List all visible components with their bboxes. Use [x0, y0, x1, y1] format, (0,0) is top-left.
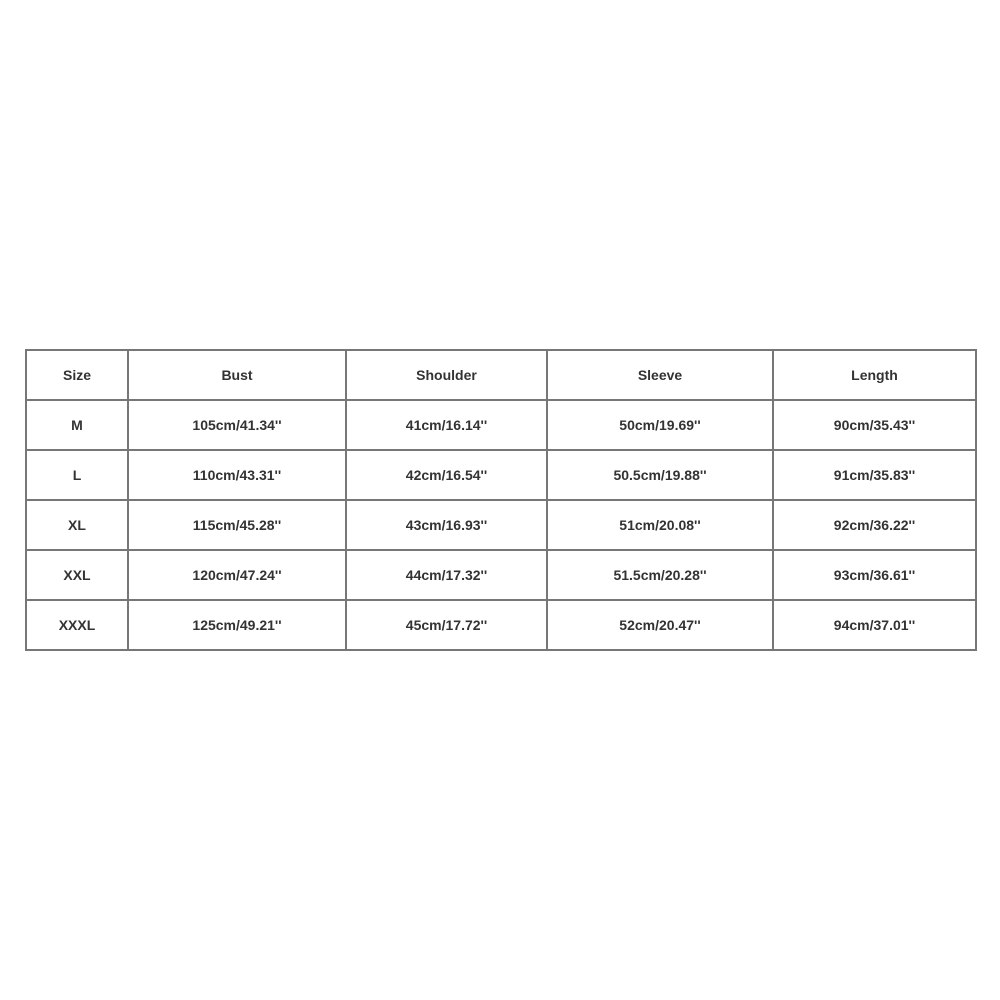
cell-bust: 115cm/45.28''	[128, 500, 346, 550]
table-header-row	[26, 350, 976, 400]
cell-shoulder: 41cm/16.14''	[346, 400, 547, 450]
cell-size: L	[26, 450, 128, 500]
cell-shoulder: 42cm/16.54''	[346, 450, 547, 500]
cell-length: 90cm/35.43''	[773, 400, 976, 450]
cell-shoulder: 45cm/17.72''	[346, 600, 547, 650]
table-row	[26, 550, 976, 600]
cell-sleeve: 52cm/20.47''	[547, 600, 773, 650]
cell-bust: 125cm/49.21''	[128, 600, 346, 650]
cell-size: XXXL	[26, 600, 128, 650]
header-sleeve: Sleeve	[547, 350, 773, 400]
cell-sleeve: 51cm/20.08''	[547, 500, 773, 550]
cell-bust: 110cm/43.31''	[128, 450, 346, 500]
cell-sleeve: 51.5cm/20.28''	[547, 550, 773, 600]
size-chart-table	[25, 349, 977, 651]
cell-sleeve: 50cm/19.69''	[547, 400, 773, 450]
header-shoulder: Shoulder	[346, 350, 547, 400]
cell-size: M	[26, 400, 128, 450]
table-row	[26, 400, 976, 450]
cell-length: 93cm/36.61''	[773, 550, 976, 600]
table-row	[26, 500, 976, 550]
cell-shoulder: 44cm/17.32''	[346, 550, 547, 600]
cell-bust: 105cm/41.34''	[128, 400, 346, 450]
table-row	[26, 600, 976, 650]
table-row	[26, 450, 976, 500]
cell-shoulder: 43cm/16.93''	[346, 500, 547, 550]
cell-length: 92cm/36.22''	[773, 500, 976, 550]
header-size: Size	[26, 350, 128, 400]
cell-size: XL	[26, 500, 128, 550]
cell-size: XXL	[26, 550, 128, 600]
cell-length: 91cm/35.83''	[773, 450, 976, 500]
cell-length: 94cm/37.01''	[773, 600, 976, 650]
cell-sleeve: 50.5cm/19.88''	[547, 450, 773, 500]
cell-bust: 120cm/47.24''	[128, 550, 346, 600]
header-bust: Bust	[128, 350, 346, 400]
header-length: Length	[773, 350, 976, 400]
